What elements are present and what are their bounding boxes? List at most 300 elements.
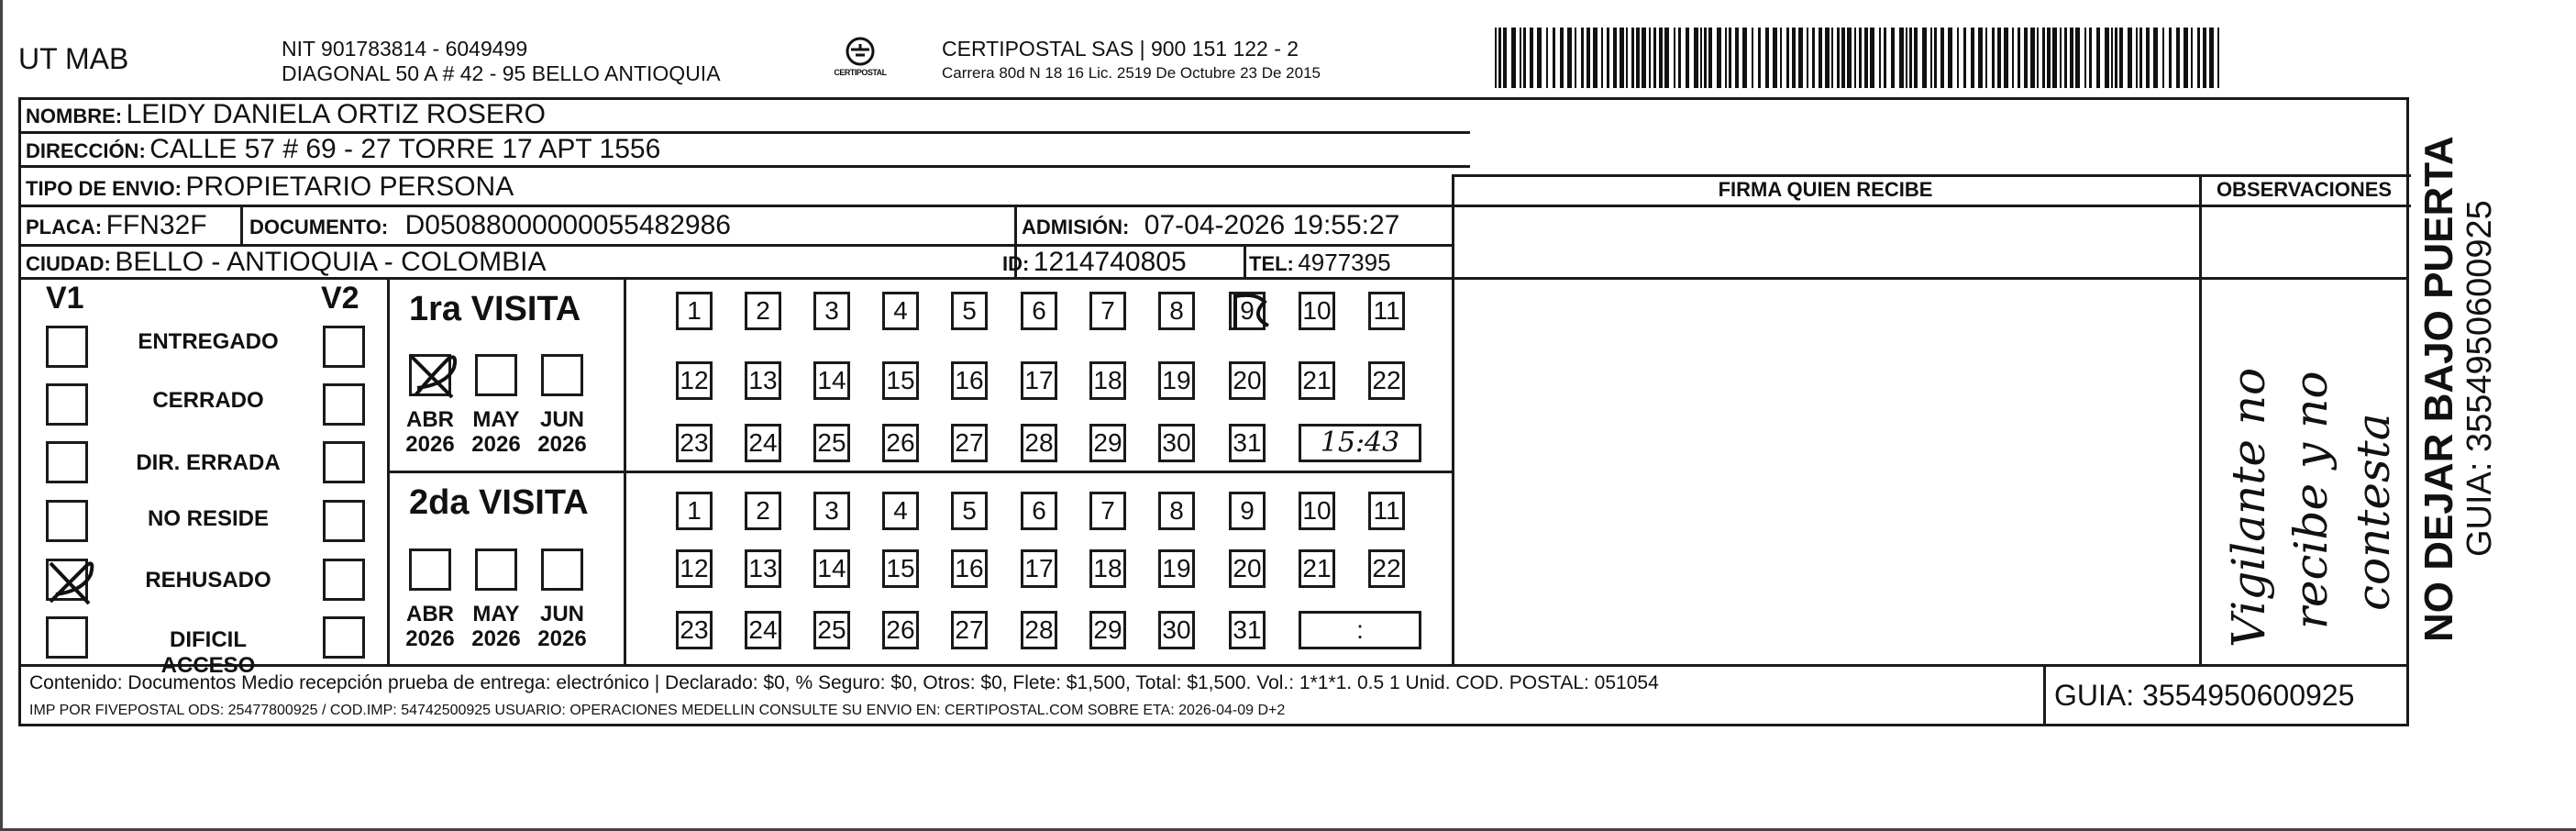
day-number: 2: [756, 296, 770, 325]
day-box[interactable]: [1299, 361, 1335, 400]
barcode-bar: [1792, 28, 1796, 88]
barcode-bar: [1642, 28, 1646, 88]
direccion-value: CALLE 57 # 69 - 27 TORRE 17 APT 1556: [149, 134, 661, 164]
placa-row: [26, 210, 207, 241]
barcode-bar: [1503, 28, 1507, 88]
barcode-bar: [2162, 28, 2164, 88]
day-number: 17: [1024, 366, 1054, 394]
barcode-bar: [1636, 28, 1640, 88]
month-checkbox[interactable]: [475, 548, 517, 591]
id-row: [1002, 247, 1187, 278]
barcode-bar: [1847, 28, 1852, 88]
month-year: 2026: [537, 626, 587, 651]
visit-title: 2da VISITA: [409, 483, 589, 522]
status-v2-checkbox[interactable]: [323, 616, 365, 659]
day-number: 23: [680, 428, 709, 457]
day-number: 20: [1233, 366, 1262, 394]
day-box[interactable]: [1299, 492, 1335, 530]
barcode-bar: [2024, 28, 2028, 88]
barcode-bar: [1786, 28, 1789, 88]
barcode-bar: [1837, 28, 1840, 88]
certipostal-logo: [819, 35, 901, 90]
day-number: 19: [1162, 554, 1191, 582]
day-box[interactable]: [1021, 361, 1057, 400]
barcode-bar: [1992, 28, 1995, 88]
status-v2-checkbox[interactable]: [323, 383, 365, 426]
day-box[interactable]: [676, 549, 713, 588]
day-number: 22: [1372, 554, 1401, 582]
month-year: 2026: [471, 626, 521, 651]
barcode-bar: [1963, 28, 1966, 88]
day-number: 6: [1032, 496, 1046, 525]
barcode-bar: [1742, 28, 1747, 88]
day-box[interactable]: [676, 611, 713, 649]
barcode-bar: [1864, 28, 1868, 88]
barcode-bar: [1664, 28, 1669, 88]
tel-row: [1249, 249, 1391, 277]
barcode-bar: [1899, 28, 1904, 88]
day-number: 7: [1100, 496, 1115, 525]
observaciones-area[interactable]: [2202, 207, 2409, 664]
barcode-bar: [1798, 28, 1803, 88]
month-checkbox[interactable]: [409, 354, 451, 396]
status-label: NO RESIDE: [147, 506, 270, 531]
tipo-label: TIPO DE ENVIO:: [26, 177, 182, 200]
barcode-bar: [1587, 28, 1590, 88]
barcode-bar: [1773, 28, 1777, 88]
barcode-bar: [2030, 28, 2035, 88]
status-label: DIR. ERRADA: [136, 450, 281, 475]
time-value: :: [1356, 615, 1364, 644]
barcode-bar: [2004, 28, 2008, 88]
barcode-bar: [1940, 28, 1944, 88]
barcode-bar: [1930, 28, 1932, 88]
barcode-bar: [1537, 28, 1542, 88]
barcode-bar: [2064, 28, 2067, 88]
visit-title: 1ra VISITA: [409, 290, 581, 328]
barcode-bar: [2060, 28, 2062, 88]
barcode-bar: [1575, 28, 1576, 88]
day-number: 1: [687, 496, 702, 525]
day-box[interactable]: [1229, 611, 1266, 649]
day-box[interactable]: [951, 492, 988, 530]
barcode-bar: [1607, 28, 1609, 88]
day-number: 18: [1093, 366, 1122, 394]
month-name: JUN: [539, 407, 584, 432]
day-box[interactable]: [1368, 361, 1405, 400]
barcode-bar: [1613, 28, 1617, 88]
barcode-bar: [2139, 28, 2142, 88]
status-label: CERRADO: [152, 388, 264, 413]
side-warning: NO DEJAR BAJO PUERTA: [2416, 136, 2461, 642]
day-box[interactable]: [1229, 492, 1266, 530]
status-v1-checkbox[interactable]: [46, 441, 88, 483]
day-box[interactable]: [1229, 424, 1266, 462]
month-name: ABR: [406, 602, 454, 626]
month-name: ABR: [406, 407, 454, 432]
barcode-bar: [2018, 28, 2020, 88]
day-box[interactable]: [813, 292, 850, 330]
month-checkbox[interactable]: [541, 354, 583, 396]
time-value: 15:43: [1320, 427, 1400, 459]
barcode-bar: [1560, 28, 1564, 88]
barcode-bar: [1934, 28, 1937, 88]
day-box[interactable]: [951, 549, 988, 588]
day-box[interactable]: [813, 361, 850, 400]
day-box[interactable]: [745, 361, 781, 400]
barcode-bar: [1678, 28, 1681, 88]
day-box[interactable]: [1229, 549, 1266, 588]
day-number: 29: [1093, 428, 1122, 457]
barcode-bar: [1909, 28, 1912, 88]
day-number: 11: [1373, 496, 1400, 525]
barcode-bar: [1626, 28, 1628, 88]
barcode-bar: [1649, 28, 1651, 88]
day-box[interactable]: [1089, 549, 1126, 588]
day-box[interactable]: [1158, 549, 1195, 588]
barcode-bar: [2047, 28, 2051, 88]
footer-line-2: IMP POR FIVEPOSTAL ODS: 25477800925 / COD.IMP: 54742500925 USUARIO: OPERACIONES MEDELLIN CONSULTE SU ENVIO EN: CERTIPOSTAL.COM SOBRE ETA: 2026-04-09 D+2: [29, 703, 1286, 718]
day-number: 19: [1162, 366, 1191, 394]
day-number: 28: [1024, 615, 1054, 644]
day-number: 3: [824, 296, 839, 325]
documento-value: D05088000000055482986: [404, 210, 731, 240]
day-number: 5: [962, 296, 977, 325]
footer-guia: GUIA: 3554950600925: [2054, 679, 2355, 712]
day-box[interactable]: [1089, 292, 1126, 330]
barcode-bar: [1495, 28, 1497, 88]
barcode-bar: [1841, 28, 1845, 88]
side-guia: GUIA: 3554950600925: [2460, 200, 2499, 557]
barcode-bar: [2217, 28, 2219, 88]
day-number: 20: [1233, 554, 1262, 582]
observaciones-line-3: contesta: [2347, 413, 2400, 611]
status-v2-checkbox[interactable]: [323, 441, 365, 483]
barcode-bar: [1819, 28, 1822, 88]
barcode-bar: [1708, 28, 1712, 88]
month-name: JUN: [539, 602, 584, 626]
day-box[interactable]: [745, 292, 781, 330]
observaciones-line-2: recibe y no: [2284, 371, 2338, 629]
day-box[interactable]: [882, 611, 919, 649]
day-box[interactable]: [882, 361, 919, 400]
day-box[interactable]: [1089, 424, 1126, 462]
barcode-bar: [1581, 28, 1584, 88]
day-box[interactable]: [951, 361, 988, 400]
time-box[interactable]: [1299, 424, 1421, 462]
day-box[interactable]: [1158, 292, 1195, 330]
day-box[interactable]: [745, 549, 781, 588]
barcode-bar: [1700, 28, 1702, 88]
barcode-bar: [2105, 28, 2109, 88]
day-box[interactable]: [951, 424, 988, 462]
status-label: ENTREGADO: [138, 329, 279, 354]
day-number: 25: [817, 428, 846, 457]
tel-label: TEL:: [1249, 252, 1294, 275]
status-v2-checkbox[interactable]: [323, 326, 365, 368]
admision-value: 07-04-2026 19:55:27: [1144, 210, 1400, 240]
day-box[interactable]: [1158, 424, 1195, 462]
check-mark-icon: [1228, 289, 1274, 335]
signature-area[interactable]: [1454, 207, 2199, 664]
status-v1-checkbox[interactable]: [46, 559, 88, 601]
v2-label: V2: [321, 281, 359, 316]
day-box[interactable]: [882, 292, 919, 330]
tipo-value: PROPIETARIO PERSONA: [185, 172, 514, 202]
day-number: 4: [893, 496, 908, 525]
month-name: MAY: [472, 407, 520, 432]
barcode-bar: [2096, 28, 2100, 88]
day-box[interactable]: [1089, 361, 1126, 400]
day-number: 27: [955, 615, 984, 644]
barcode-bar: [2089, 28, 2092, 88]
status-label: REHUSADO: [145, 568, 271, 593]
day-number: 31: [1233, 428, 1262, 457]
barcode-bar: [2084, 28, 2086, 88]
day-box[interactable]: [676, 492, 713, 530]
barcode-bar: [1831, 28, 1833, 88]
barcode-bar: [1601, 28, 1603, 88]
month-label: [464, 602, 528, 651]
barcode-bar: [1891, 28, 1895, 88]
status-v1-checkbox[interactable]: [46, 383, 88, 426]
day-number: 24: [748, 615, 778, 644]
day-number: 16: [955, 366, 984, 394]
day-number: 9: [1240, 496, 1255, 525]
barcode-bar: [2115, 28, 2117, 88]
barcode-bar: [1948, 28, 1952, 88]
barcode-bar: [1978, 28, 1983, 88]
day-number: 14: [817, 554, 846, 582]
barcode-bar: [2128, 28, 2132, 88]
day-number: 30: [1162, 615, 1191, 644]
barcode-bar: [1653, 28, 1656, 88]
day-box[interactable]: [882, 492, 919, 530]
check-mark-icon: [406, 349, 461, 404]
day-box[interactable]: [1158, 361, 1195, 400]
observaciones-line-1: Vigilante no: [2222, 367, 2275, 648]
id-label: ID:: [1002, 252, 1030, 275]
barcode-bar: [1659, 28, 1663, 88]
month-checkbox[interactable]: [475, 354, 517, 396]
month-checkbox[interactable]: [541, 548, 583, 591]
barcode-bar: [2146, 28, 2150, 88]
day-number: 11: [1373, 296, 1400, 325]
certipostal-line1: CERTIPOSTAL SAS | 900 151 122 - 2: [942, 37, 1299, 61]
documento-label: DOCUMENTO:: [249, 216, 389, 238]
status-v2-checkbox[interactable]: [323, 559, 365, 601]
day-box[interactable]: [1229, 292, 1266, 330]
observaciones-label: OBSERVACIONES: [2216, 178, 2393, 201]
day-box[interactable]: [1299, 549, 1335, 588]
status-label: DIFICIL ACCESO: [160, 627, 256, 678]
day-box[interactable]: [676, 424, 713, 462]
barcode-bar: [2012, 28, 2014, 88]
day-number: 8: [1169, 296, 1184, 325]
ciudad-value: BELLO - ANTIOQUIA - COLOMBIA: [115, 247, 547, 277]
nombre-row: [26, 99, 546, 130]
month-label: [530, 602, 594, 651]
day-number: 9: [1240, 296, 1255, 325]
day-number: 1: [687, 296, 702, 325]
barcode-bar: [1985, 28, 1987, 88]
day-box[interactable]: [745, 611, 781, 649]
day-box[interactable]: [745, 424, 781, 462]
barcode-bar: [1922, 28, 1927, 88]
barcode-bar: [1511, 28, 1516, 88]
day-box[interactable]: [1368, 292, 1405, 330]
day-number: 30: [1162, 428, 1191, 457]
barcode-bar: [1674, 28, 1675, 88]
barcode-bar: [2197, 28, 2200, 88]
day-box[interactable]: [1158, 611, 1195, 649]
day-box[interactable]: [1021, 492, 1057, 530]
ciudad-row: [26, 247, 546, 278]
barcode-bar: [1520, 28, 1521, 88]
barcode-bar: [1631, 28, 1634, 88]
day-number: 17: [1024, 554, 1054, 582]
day-box[interactable]: [813, 492, 850, 530]
day-box[interactable]: [813, 549, 850, 588]
time-box[interactable]: [1299, 611, 1421, 649]
day-box[interactable]: [813, 424, 850, 462]
certipostal-line2: Carrera 80d N 18 16 Lic. 2519 De Octubre 23 De 2015: [942, 64, 1321, 82]
day-box[interactable]: [813, 611, 850, 649]
barcode-bar: [1593, 28, 1598, 88]
day-box[interactable]: [1158, 492, 1195, 530]
status-v1-checkbox[interactable]: [46, 500, 88, 542]
barcode-bar: [2184, 28, 2188, 88]
status-v1-checkbox[interactable]: [46, 326, 88, 368]
barcode: [1495, 28, 2224, 88]
status-v2-checkbox[interactable]: [323, 500, 365, 542]
barcode-bar: [1884, 28, 1886, 88]
barcode-bar: [1686, 28, 1689, 88]
day-number: 4: [893, 296, 908, 325]
day-number: 12: [680, 554, 709, 582]
month-label: [530, 407, 594, 457]
tipo-row: [26, 172, 514, 203]
barcode-bar: [1854, 28, 1856, 88]
day-box[interactable]: [882, 549, 919, 588]
day-number: 15: [886, 366, 915, 394]
day-number: 23: [680, 615, 709, 644]
day-number: 26: [886, 428, 915, 457]
day-box[interactable]: [1229, 361, 1266, 400]
barcode-bar: [1752, 28, 1753, 88]
day-number: 31: [1233, 615, 1262, 644]
tel-value: 4977395: [1298, 249, 1391, 276]
day-number: 15: [886, 554, 915, 582]
barcode-bar: [1765, 28, 1769, 88]
day-number: 10: [1302, 296, 1332, 325]
day-box[interactable]: [1089, 492, 1126, 530]
barcode-bar: [1694, 28, 1698, 88]
direccion-label: DIRECCIÓN:: [26, 139, 146, 162]
day-box[interactable]: [676, 361, 713, 400]
footer-line-1: Contenido: Documentos Medio recepción prueba de entrega: electrónico | Declarado: $0, % Seguro: $0, Otros: $0, Flete: $1,500, Total: $1,500. Vol.: 1*1*1. 0.5 1 Unid. COD. POSTAL: 051054: [29, 672, 1659, 693]
barcode-bar: [2176, 28, 2180, 88]
barcode-bar: [1530, 28, 1533, 88]
placa-value: FFN32F: [105, 210, 207, 240]
day-number: 13: [748, 554, 778, 582]
barcode-bar: [1957, 28, 1959, 88]
month-checkbox[interactable]: [409, 548, 451, 591]
day-box[interactable]: [882, 424, 919, 462]
barcode-bar: [2042, 28, 2045, 88]
day-box[interactable]: [1021, 611, 1057, 649]
barcode-bar: [2052, 28, 2057, 88]
barcode-bar: [2037, 28, 2039, 88]
status-v1-checkbox[interactable]: [46, 616, 88, 659]
barcode-bar: [1906, 28, 1907, 88]
day-number: 27: [955, 428, 984, 457]
barcode-bar: [1553, 28, 1555, 88]
month-year: 2026: [405, 432, 455, 457]
month-year: 2026: [405, 626, 455, 651]
day-number: 8: [1169, 496, 1184, 525]
barcode-bar: [1879, 28, 1881, 88]
month-year: 2026: [471, 432, 521, 457]
admision-label: ADMISIÓN:: [1022, 216, 1130, 238]
day-box[interactable]: [1368, 492, 1405, 530]
day-box[interactable]: [951, 292, 988, 330]
day-number: 24: [748, 428, 778, 457]
day-box[interactable]: [745, 492, 781, 530]
barcode-bar: [1971, 28, 1974, 88]
firma-label: FIRMA QUIEN RECIBE: [1718, 178, 1933, 201]
documento-row: [249, 210, 731, 241]
day-number: 28: [1024, 428, 1054, 457]
barcode-bar: [2191, 28, 2193, 88]
day-number: 21: [1302, 366, 1332, 394]
barcode-bar: [2111, 28, 2113, 88]
barcode-bar: [1620, 28, 1624, 88]
day-number: 22: [1372, 366, 1401, 394]
day-box[interactable]: [1299, 292, 1335, 330]
month-label: [464, 407, 528, 457]
day-box[interactable]: [1021, 549, 1057, 588]
barcode-bar: [1717, 28, 1721, 88]
day-number: 25: [817, 615, 846, 644]
barcode-bar: [1704, 28, 1707, 88]
day-box[interactable]: [1089, 611, 1126, 649]
barcode-bar: [2203, 28, 2206, 88]
barcode-bar: [1498, 28, 1501, 88]
month-label: [398, 602, 462, 651]
barcode-bar: [2070, 28, 2073, 88]
day-number: 5: [962, 496, 977, 525]
id-value: 1214740805: [1033, 247, 1187, 277]
day-box[interactable]: [951, 611, 988, 649]
barcode-bar: [1780, 28, 1782, 88]
ciudad-label: CIUDAD:: [26, 252, 111, 275]
barcode-bar: [2169, 28, 2172, 88]
nit-text: NIT 901783814 - 6049499: [282, 37, 528, 61]
month-label: [398, 407, 462, 457]
day-box[interactable]: [1021, 424, 1057, 462]
barcode-bar: [1812, 28, 1815, 88]
day-number: 2: [756, 496, 770, 525]
barcode-bar: [1914, 28, 1918, 88]
day-box[interactable]: [1021, 292, 1057, 330]
day-box[interactable]: [1368, 549, 1405, 588]
placa-label: PLACA:: [26, 216, 103, 238]
day-number: 21: [1302, 554, 1332, 582]
day-number: 14: [817, 366, 846, 394]
day-box[interactable]: [676, 292, 713, 330]
barcode-bar: [1725, 28, 1727, 88]
